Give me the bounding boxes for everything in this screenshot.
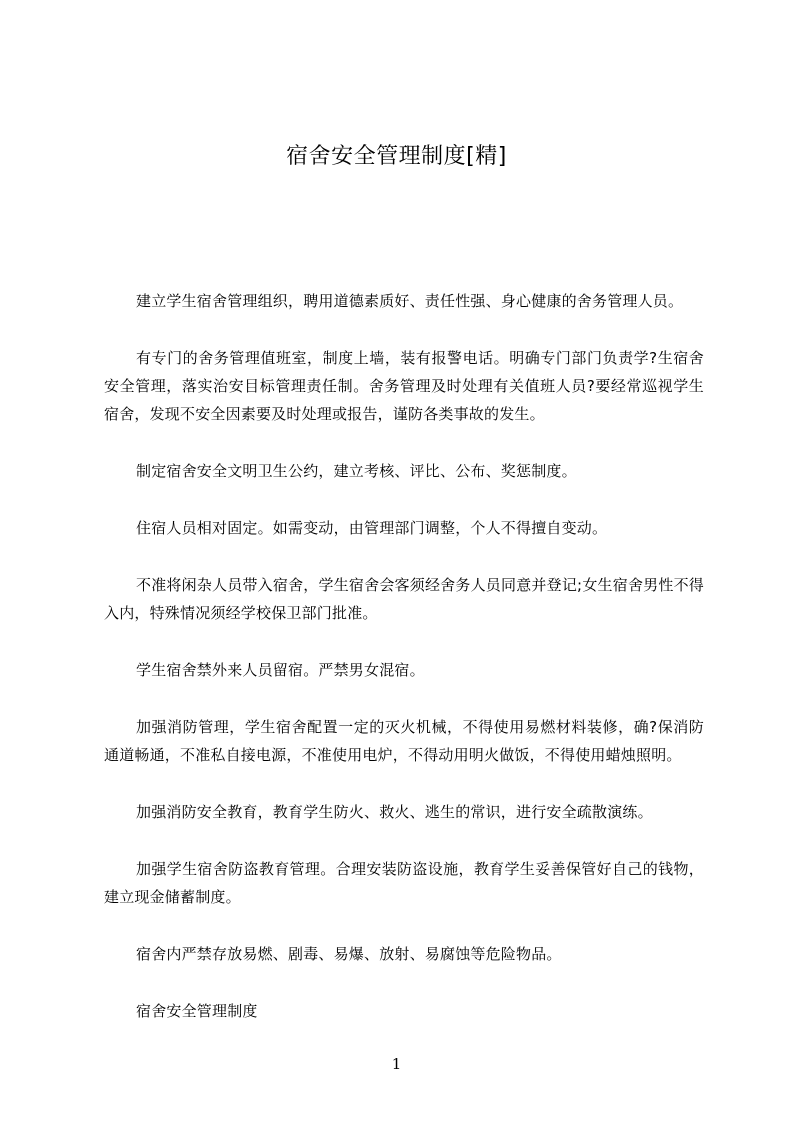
paragraph-8: 加强消防安全教育，教育学生防火、救火、逃生的常识，进行安全疏散演练。 [136, 803, 653, 821]
paragraph-11: 宿舍安全管理制度 [136, 1002, 258, 1020]
paragraph-3: 制定宿舍安全文明卫生公约，建立考核、评比、公布、奖惩制度。 [136, 462, 577, 480]
paragraph-4: 住宿人员相对固定。如需变动，由管理部门调整，个人不得擅自变动。 [136, 519, 608, 537]
document-body [104, 287, 704, 1054]
paragraph-5: 不准将闲杂人员带入宿舍，学生宿舍会客须经舍务人员同意并登记;女生宿舍男性不得入内，特殊情况须经学校保卫部门批准。 [104, 576, 704, 622]
paragraph-1: 建立学生宿舍管理组织，聘用道德素质好、责任性强、身心健康的舍务管理人员。 [136, 292, 684, 310]
paragraph-2: 有专门的舍务管理值班室，制度上墙，装有报警电话。明确专门部门负责学?生宿舍安全管理，落实治安目标管理责任制。舍务管理及时处理有关值班人员?要经常巡视学生宿舍，发现不安全因素要及时处理或报告，谨防各类事故的发生。 [104, 349, 704, 423]
paragraph-6: 学生宿舍禁外来人员留宿。严禁男女混宿。 [136, 661, 425, 679]
paragraph-7: 加强消防管理，学生宿舍配置一定的灭火机械，不得使用易燃材料装修，确?保消防通道畅通，不准私自接电源，不准使用电炉，不得动用明火做饭，不得使用蜡烛照明。 [104, 718, 704, 764]
document-title: 宿舍安全管理制度[精] [286, 144, 507, 169]
paragraph-10: 宿舍内严禁存放易燃、剧毒、易爆、放射、易腐蚀等危险物品。 [136, 945, 562, 963]
page-number: 1 [391, 1055, 402, 1073]
paragraph-9: 加强学生宿舍防盗教育管理。合理安装防盗设施，教育学生妥善保管好自己的钱物，建立现金储蓄制度。 [104, 860, 704, 906]
